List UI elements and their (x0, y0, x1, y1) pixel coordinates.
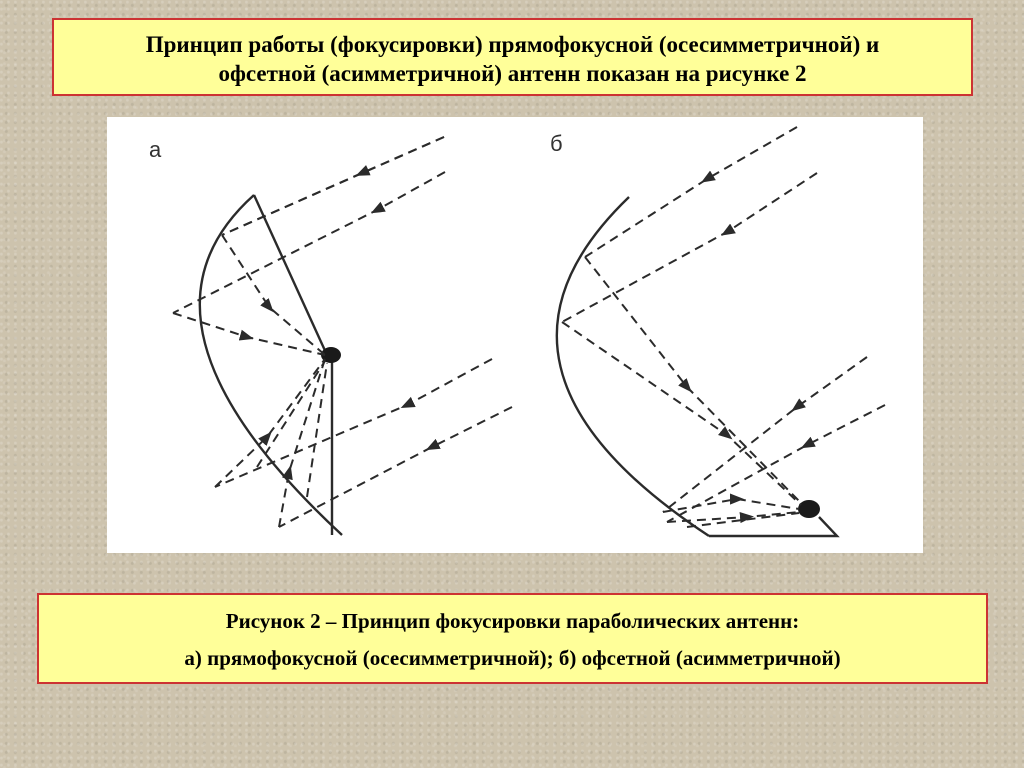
antenna-diagram (107, 117, 923, 553)
title-line-2: офсетной (асимметричной) антенн показан на рисунке 2 (218, 61, 807, 86)
title-line-1: Принцип работы (фокусировки) прямофокусной (осесимметричной) и (145, 32, 880, 57)
caption-box (37, 593, 988, 684)
title-box (52, 18, 973, 96)
caption-line-1: Рисунок 2 – Принцип фокусировки параболических антенн: (225, 609, 800, 633)
panel-b-support (709, 517, 837, 536)
panel-a-support-top (254, 195, 327, 355)
panel-b-feed-focus (798, 500, 820, 518)
panel-b-label: б (550, 131, 563, 156)
panel-a-reflector (200, 195, 342, 535)
panel-a-rays (173, 137, 512, 527)
panel-a-label: а (149, 137, 162, 162)
panel-b-reflector (557, 197, 709, 536)
panel-b-offset (550, 127, 885, 536)
caption-line-2: а) прямофокусной (осесимметричной); б) офсетной (асимметричной) (184, 646, 841, 670)
panel-a-prime-focus (149, 137, 512, 535)
panel-b-rays (562, 127, 885, 527)
